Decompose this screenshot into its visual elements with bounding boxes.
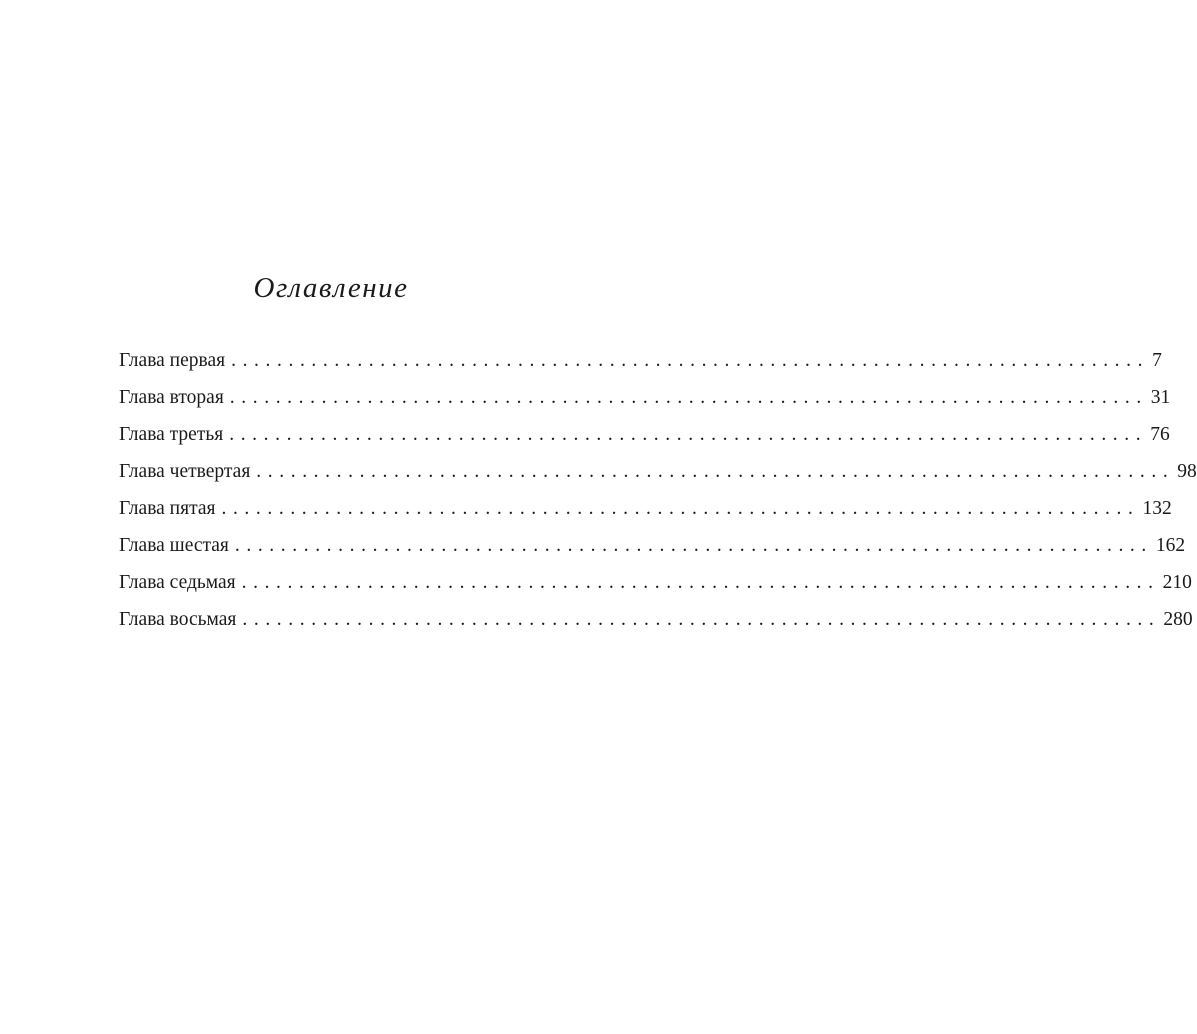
toc-entry-page: 7 <box>1152 350 1162 371</box>
toc-entry <box>119 490 1172 527</box>
toc-entry <box>119 379 1171 416</box>
toc-entry-page: 31 <box>1150 387 1171 408</box>
toc-entry <box>119 416 1170 453</box>
table-of-contents <box>119 342 1197 638</box>
toc-entry-page: 280 <box>1163 609 1193 630</box>
toc-leader-dots: ................................................................................ <box>234 535 1153 556</box>
toc-leader-dots: ................................................................................ <box>256 461 1175 482</box>
toc-leader-dots: ................................................................................ <box>221 498 1140 519</box>
toc-leader-dots: ................................................................................ <box>229 387 1148 408</box>
toc-entry-label: Глава третья <box>119 424 224 445</box>
toc-leader-dots: ................................................................................ <box>229 424 1148 445</box>
toc-leader-dots: ................................................................................ <box>241 572 1160 593</box>
toc-entry <box>119 527 1186 564</box>
toc-entry-page: 132 <box>1142 498 1172 519</box>
toc-entry-page: 98 <box>1177 461 1197 482</box>
page-title: Оглавление <box>253 272 409 304</box>
toc-leader-dots: ................................................................................ <box>242 609 1161 630</box>
toc-entry-label: Глава седьмая <box>119 572 236 593</box>
toc-entry-label: Глава вторая <box>119 387 224 408</box>
toc-entry-label: Глава первая <box>119 350 226 371</box>
toc-entry-page: 76 <box>1150 424 1170 445</box>
toc-entry-page: 210 <box>1162 572 1192 593</box>
toc-entry-label: Глава пятая <box>119 498 216 519</box>
toc-leader-dots: ................................................................................ <box>231 350 1150 371</box>
toc-entry-label: Глава шестая <box>119 535 229 556</box>
toc-entry <box>119 564 1192 601</box>
toc-entry-page: 162 <box>1155 535 1186 556</box>
toc-entry <box>119 601 1193 638</box>
toc-entry <box>119 453 1197 490</box>
toc-entry-label: Глава четвертая <box>119 461 251 482</box>
toc-entry <box>119 342 1162 379</box>
toc-entry-label: Глава восьмая <box>119 609 237 630</box>
